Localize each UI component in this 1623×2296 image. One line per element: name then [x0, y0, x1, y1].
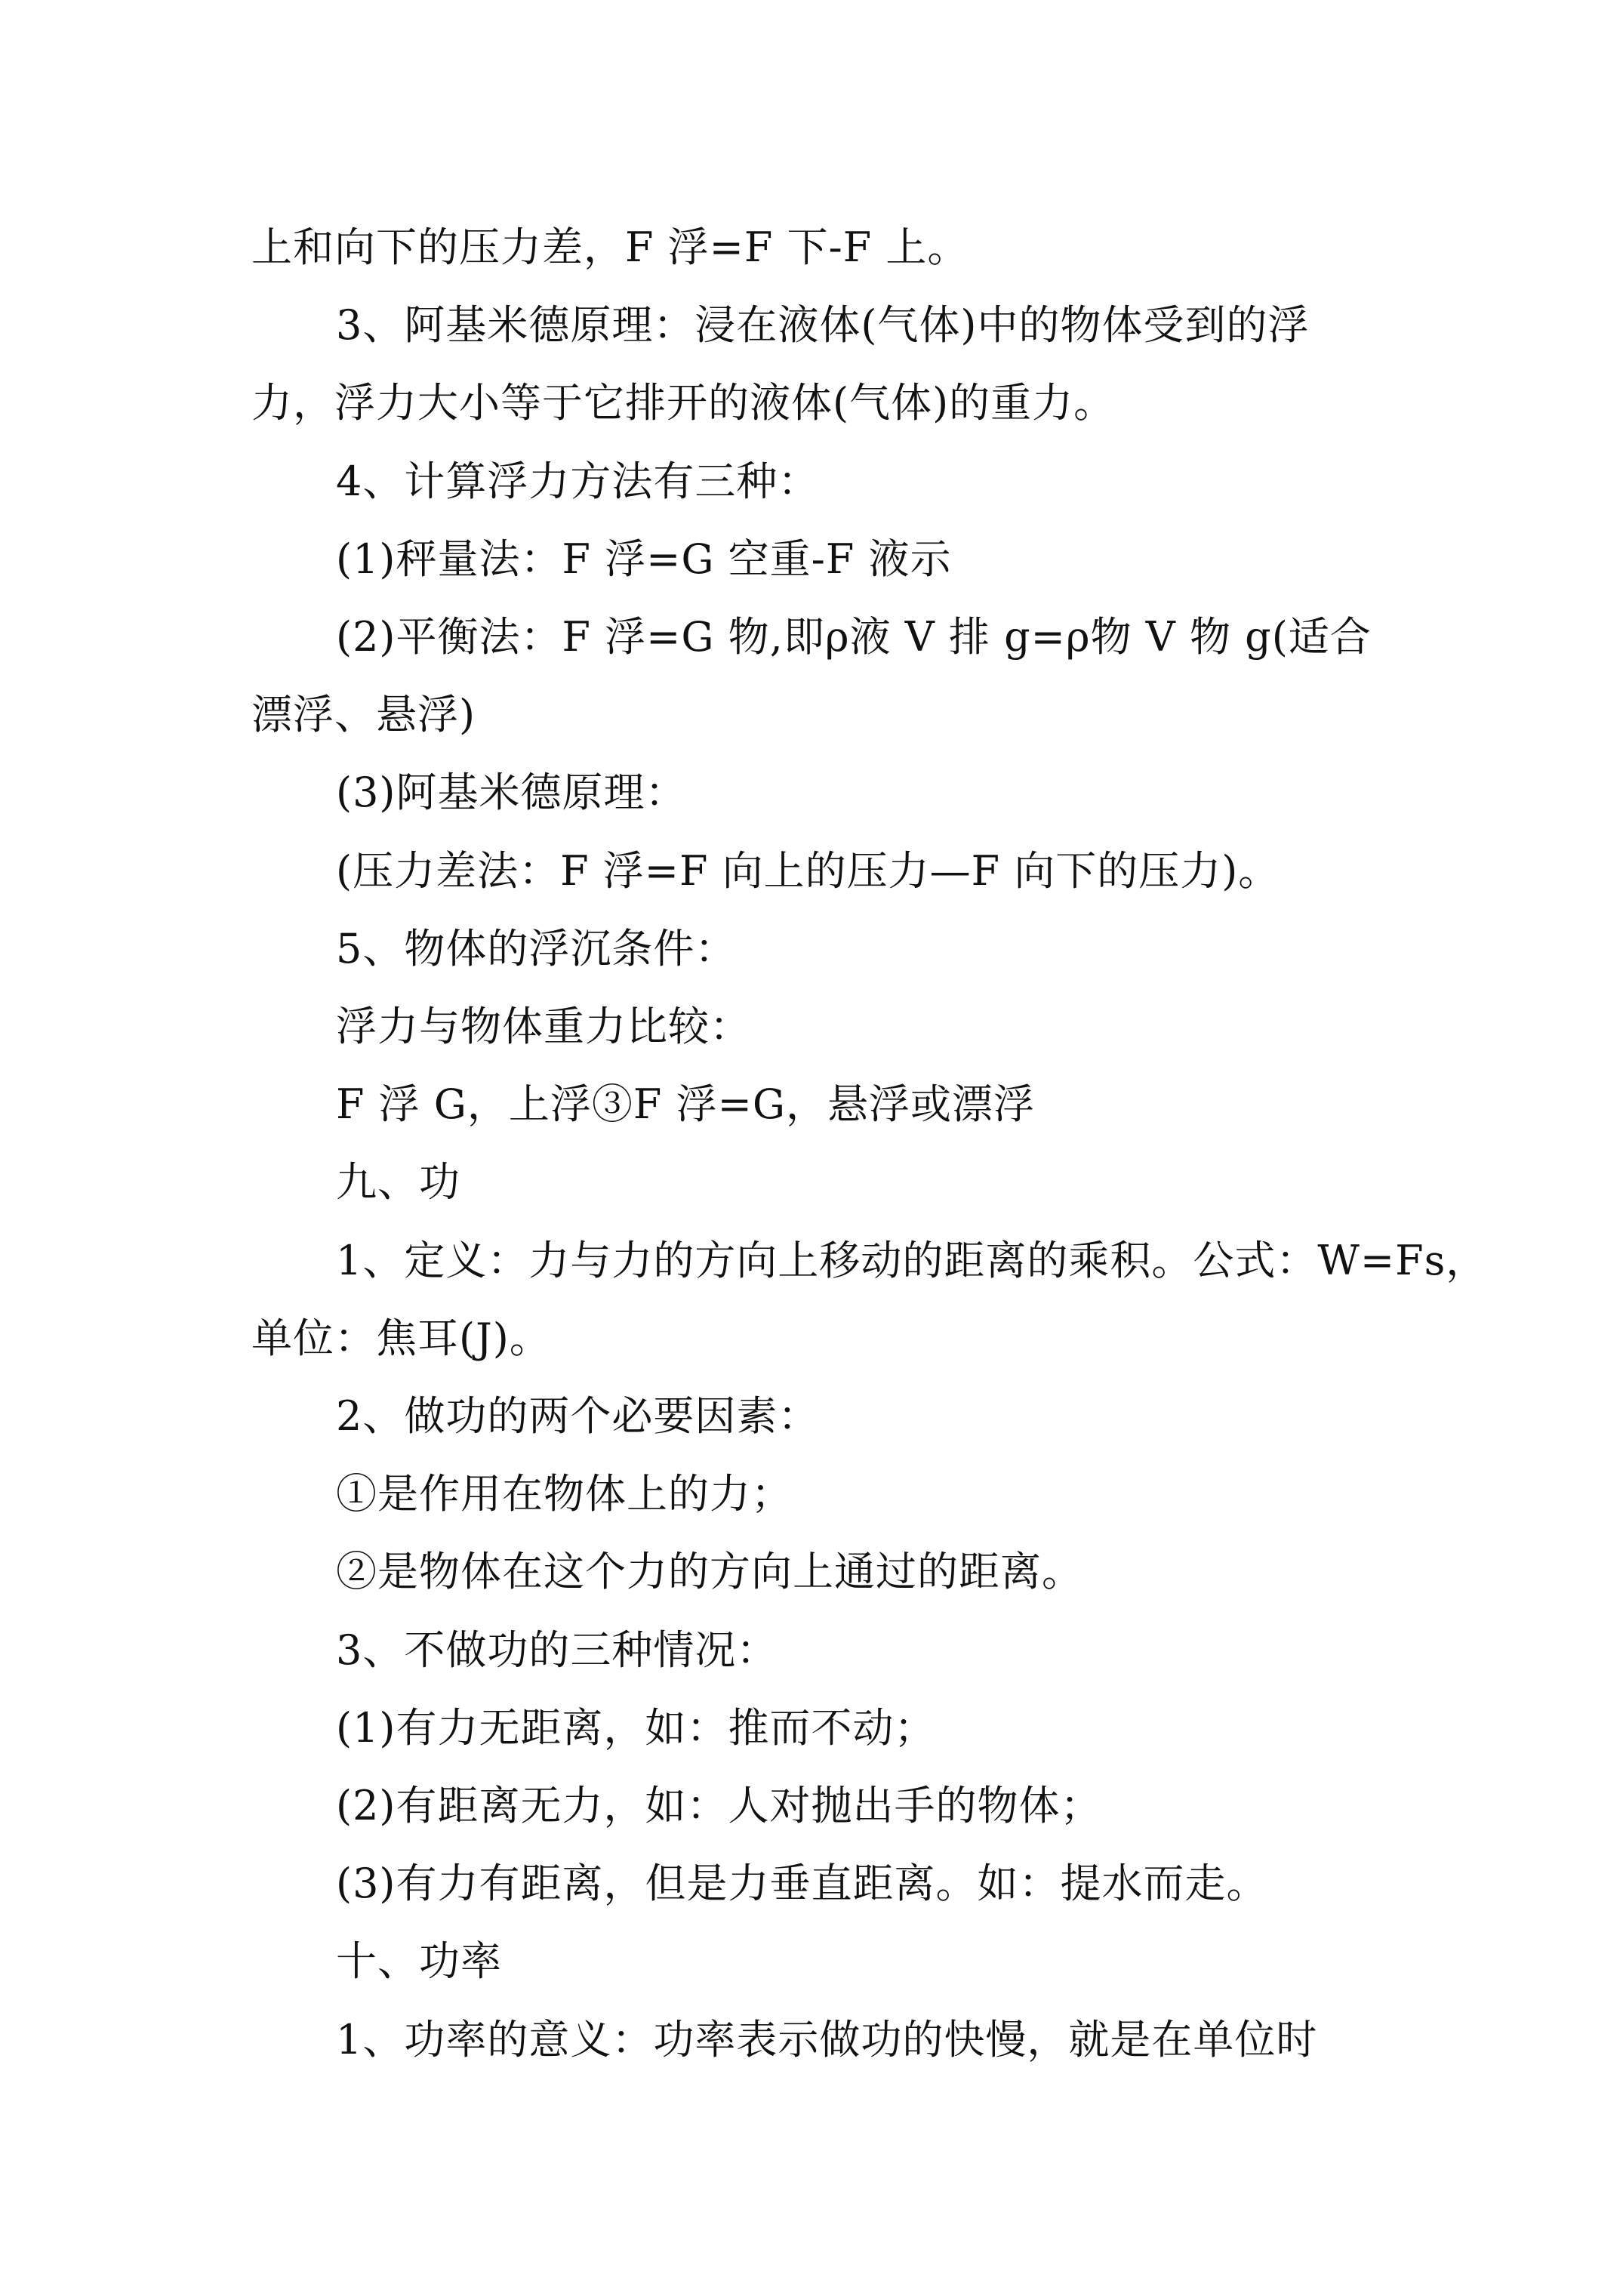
text-line: 2、做功的两个必要因素： [336, 1392, 820, 1440]
text-line: (1)秤量法：F 浮=G 空重-F 液示 [336, 535, 952, 583]
text-line: (2)平衡法：F 浮=G 物,即ρ液 V 排 g=ρ物 V 物 g(适合 [336, 613, 1372, 661]
text-line: 九、功 [336, 1158, 460, 1207]
text-line: 1、功率的意义：功率表示做功的快慢，就是在单位时 [336, 2015, 1318, 2063]
text-line: 上和向下的压力差，F 浮=F 下-F 上。 [251, 223, 969, 271]
text-line: (2)有距离无力，如：人对抛出手的物体； [336, 1782, 1102, 1829]
text-line: 漂浮、悬浮) [251, 691, 476, 739]
text-line: (3)有力有距离，但是力垂直距离。如：提水而走。 [336, 1860, 1268, 1908]
text-line: 3、阿基米德原理：浸在液体(气体)中的物体受到的浮 [336, 301, 1310, 350]
text-line: (压力差法：F 浮=F 向上的压力—F 向下的压力)。 [336, 846, 1280, 895]
text-line: 5、物体的浮沉条件： [336, 924, 737, 972]
text-line: 单位：焦耳(J)。 [251, 1314, 551, 1362]
text-line: ②是物体在这个力的方向上通过的距离。 [336, 1548, 1083, 1596]
text-line: 3、不做功的三种情况： [336, 1626, 778, 1674]
text-line: 浮力与物体重力比较： [336, 1003, 751, 1050]
text-line: 十、功率 [336, 1937, 502, 1986]
text-line: F 浮 G，上浮③F 浮=G，悬浮或漂浮 [336, 1080, 1035, 1129]
text-line: (3)阿基米德原理： [336, 769, 687, 817]
text-line: 4、计算浮力方法有三种： [336, 457, 820, 505]
text-line: 力，浮力大小等于它排开的液体(气体)的重力。 [251, 379, 1116, 427]
text-line: 1、定义：力与力的方向上移动的距离的乘积。公式：W=Fs， [336, 1236, 1488, 1284]
text-line: (1)有力无距离，如：推而不动； [336, 1703, 936, 1752]
text-line: ①是作用在物体上的力； [336, 1470, 793, 1518]
